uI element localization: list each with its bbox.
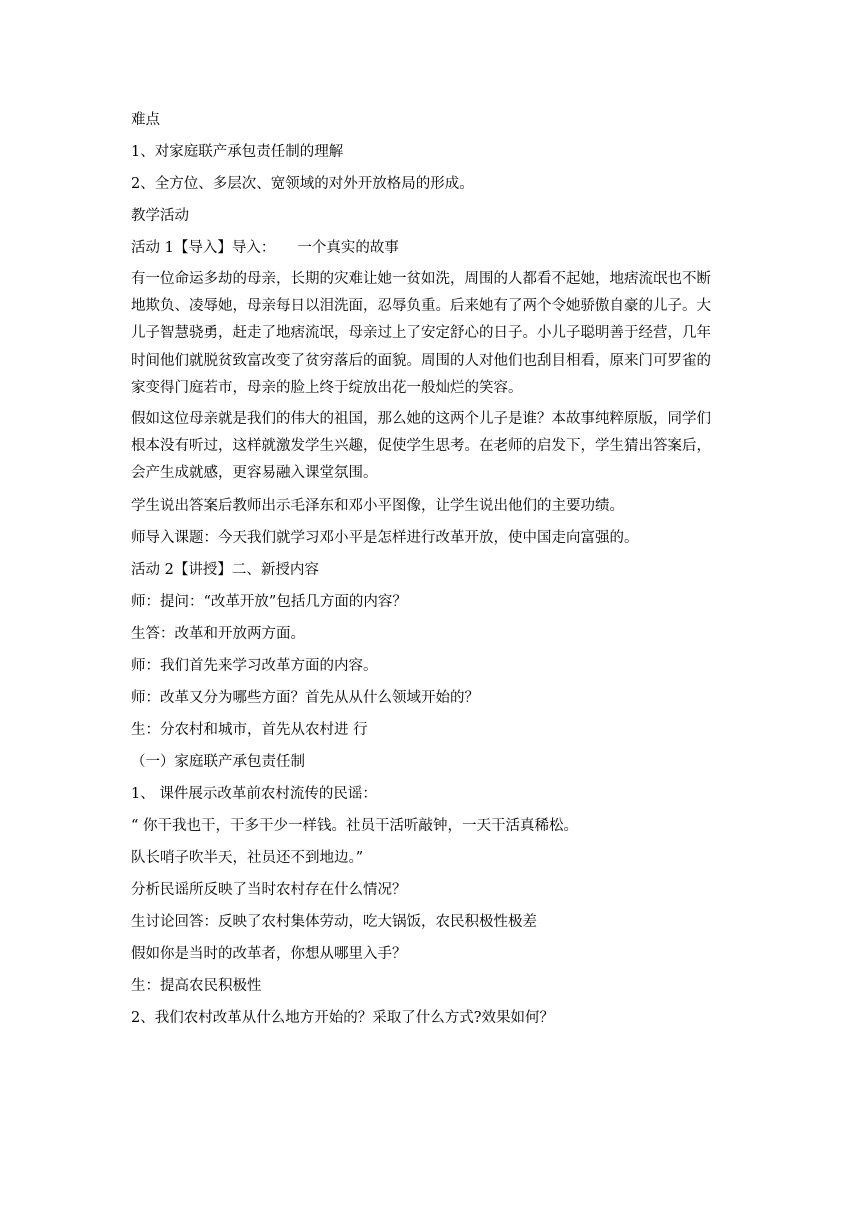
story-line: 时间他们就脱贫致富改变了贫穷落后的面貌。周围的人对他们也刮目相看，原来门可罗雀的 xyxy=(131,352,711,369)
difficulty-item-2: 2、全方位、多层次、宽领域的对外开放格局的形成。 xyxy=(131,176,474,192)
dialogue-line: 师：提问：“改革开放”包括几方面的内容？ xyxy=(131,593,407,610)
story-paragraph xyxy=(131,266,736,402)
ballad-line-2: 队长哨子吹半天，社员还不到地边。” xyxy=(131,849,364,866)
ballad-line-1: “ 你干我也干，干多干少一样钱。社员干活听敲钟，一天干活真稀松。 xyxy=(131,817,579,834)
item-2: 2、我们农村改革从什么地方开始的？采取了什么方式?效果如何？ xyxy=(131,1009,554,1026)
story-line: 儿子智慧骁勇，赶走了地痞流氓，母亲过上了安定舒心的日子。小儿子聪明善于经营，几年 xyxy=(131,325,711,342)
question-line: 根本没有听过，这样就激发学生兴趣，促使学生思考。在老师的启发下，学生猜出答案后， xyxy=(131,438,711,455)
activity-1-title xyxy=(131,234,736,266)
question-paragraph xyxy=(131,406,736,488)
dialogue-line: 生答：改革和开放两方面。 xyxy=(131,625,305,642)
reform-answer: 生：提高农民积极性 xyxy=(131,977,262,994)
story-line: 有一位命运多劫的母亲，长期的灾难让她一贫如洗，周围的人都看不起她，地痞流氓也不断 xyxy=(131,271,711,287)
section-1-title: （一）家庭联产承包责任制 xyxy=(131,753,305,770)
document-body xyxy=(131,106,736,1036)
reform-question: 假如你是当时的改革者，你想从哪里入手？ xyxy=(131,945,407,962)
difficulty-item-1: 1、对家庭联产承包责任制的理解 xyxy=(131,144,344,160)
teacher-intro: 师导入课题：今天我们就学习邓小平是怎样进行改革开放，使中国走向富强的。 xyxy=(131,529,639,546)
students-answer: 学生说出答案后教师出示毛泽东和邓小平图像，让学生说出他们的主要功绩。 xyxy=(131,497,624,514)
dialogue-line: 师：改革又分为哪些方面？首先从从什么领域开始的？ xyxy=(131,689,479,706)
analysis-question: 分析民谣所反映了当时农村存在什么情况？ xyxy=(131,881,407,898)
analysis-answer: 生讨论回答：反映了农村集体劳动，吃大锅饭，农民积极性极差 xyxy=(131,913,537,930)
dialogue-line: 师：我们首先来学习改革方面的内容。 xyxy=(131,657,378,674)
dialogue-line: 生：分农村和城市，首先从农村进 行 xyxy=(131,721,368,738)
activity-1-subtitle: 一个真实的故事 xyxy=(297,240,399,256)
item-1: 1、 课件展示改革前农村流传的民谣： xyxy=(131,785,377,802)
activity-2-title: 活动 2【讲授】二、新授内容 xyxy=(131,561,319,578)
activity-1-label: 活动 1【导入】导入： xyxy=(131,240,276,256)
heading-difficulty: 难点 xyxy=(131,112,160,128)
story-line: 家变得门庭若市，母亲的脸上终于绽放出花一般灿烂的笑容。 xyxy=(131,379,523,396)
question-line: 会产生成就感，更容易融入课堂氛围。 xyxy=(131,465,378,482)
heading-teaching-activities: 教学活动 xyxy=(131,208,189,224)
story-line: 地欺负、凌辱她，母亲每日以泪洗面，忍辱负重。后来她有了两个令她骄傲自豪的儿子。大 xyxy=(131,298,711,315)
question-line: 假如这位母亲就是我们的伟大的祖国，那么她的这两个儿子是谁？本故事纯粹原版，同学们 xyxy=(131,410,711,427)
